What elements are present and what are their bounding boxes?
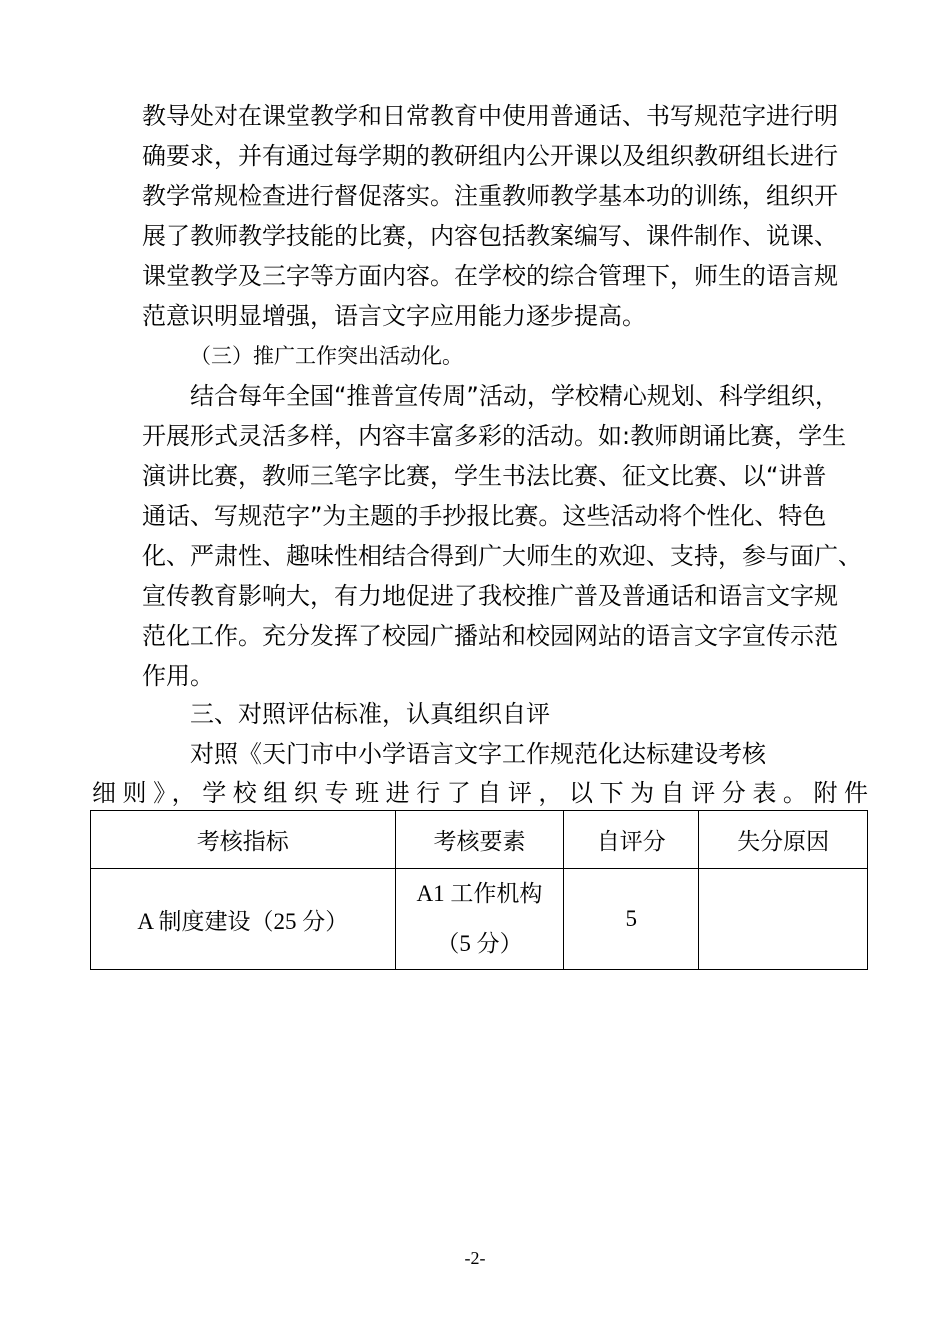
header-cell: 考核要素 <box>395 811 564 869</box>
header-cell: 失分原因 <box>699 811 868 869</box>
header-cell: 考核指标 <box>91 811 396 869</box>
indicator-cell: A 制度建设（25 分） <box>91 869 396 970</box>
paragraph-line: 开展形式灵活多样，内容丰富多彩的活动。如:教师朗诵比赛，学生 <box>142 422 847 450</box>
paragraph-line: 对照《天门市中小学语言文字工作规范化达标建设考核 <box>190 740 766 768</box>
paragraph-line: 细则》，学校组织专班进行了自评，以下为自评分表。附件 <box>92 779 868 807</box>
score-cell: 5 <box>564 869 699 970</box>
header-cell: 自评分 <box>564 811 699 869</box>
paragraph-line: 范化工作。充分发挥了校园广播站和校园网站的语言文字宣传示范 <box>142 622 838 650</box>
paragraph-line: 教学常规检查进行督促落实。注重教师教学基本功的训练，组织开 <box>142 182 838 210</box>
table-row <box>91 869 868 970</box>
section-heading: 三、对照评估标准，认真组织自评 <box>190 700 550 728</box>
sub-heading: （三）推广工作突出活动化。 <box>190 344 463 368</box>
paragraph-line: 通话、写规范字”为主题的手抄报比赛。这些活动将个性化、特色 <box>142 502 827 530</box>
paragraph-line: 展了教师教学技能的比赛，内容包括教案编写、课件制作、说课、 <box>142 222 838 250</box>
self-evaluation-table <box>90 810 868 970</box>
paragraph-line: 课堂教学及三字等方面内容。在学校的综合管理下，师生的语言规 <box>142 262 838 290</box>
element-name: A1 工作机构 <box>416 881 543 906</box>
element-points: （5 分） <box>436 931 523 956</box>
paragraph-line: 宣传教育影响大，有力地促进了我校推广普及普通话和语言文字规 <box>142 582 838 610</box>
paragraph-line: 确要求，并有通过每学期的教研组内公开课以及组织教研组长进行 <box>142 142 838 170</box>
page-number: -2- <box>464 1248 486 1268</box>
paragraph-line: 化、严肃性、趣味性相结合得到广大师生的欢迎、支持，参与面广、 <box>142 542 862 570</box>
paragraph-line: 范意识明显增强，语言文字应用能力逐步提高。 <box>142 302 646 330</box>
table-header-row <box>91 811 868 869</box>
element-cell <box>395 869 564 970</box>
paragraph-line: 作用。 <box>142 662 214 690</box>
reason-cell <box>699 869 868 970</box>
paragraph-line: 演讲比赛，教师三笔字比赛，学生书法比赛、征文比赛、以“讲普 <box>142 462 827 490</box>
paragraph-line: 结合每年全国“推普宣传周”活动，学校精心规划、科学组织， <box>190 382 839 410</box>
paragraph-line: 教导处对在课堂教学和日常教育中使用普通话、书写规范字进行明 <box>142 102 838 130</box>
